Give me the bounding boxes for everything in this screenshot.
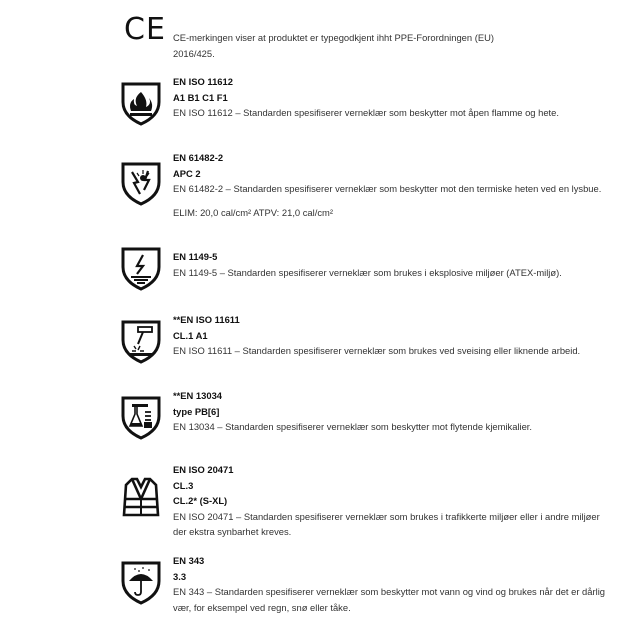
flame-shield-icon [118, 78, 164, 126]
item-description: EN 61482-2 – Standarden spesifiserer verneklær som beskytter mot den termiske heten ved en lysbue. [173, 183, 602, 194]
item-en-343 [173, 553, 613, 615]
item-en-13034 [173, 388, 613, 435]
item-title: EN 61482-2 [173, 152, 224, 163]
item-title: EN 1149-5 [173, 251, 218, 262]
item-title: EN ISO 20471 [173, 464, 234, 475]
item-en-iso-11611 [173, 312, 613, 359]
chemical-shield-icon [118, 392, 164, 440]
item-description: EN 13034 – Standarden spesifiserer verneklær som beskytter mot flytende kjemikalier. [173, 421, 533, 432]
item-title: **EN 13034 [173, 390, 222, 401]
item-en-61482-2 [173, 150, 613, 220]
item-description: EN 343 – Standarden spesifiserer verneklær som beskytter mot vann og vind og brukes når det er dårlig vær, for eksempel ved regn, snø eller tåke. [173, 586, 605, 613]
item-subtitle: CL.1 A1 [173, 329, 208, 341]
umbrella-rain-shield-icon [118, 557, 164, 605]
item-subtitle: CL.3 [173, 479, 194, 491]
ce-description: CE-merkingen viser at produktet er typegodkjent ihht PPE-Forordningen (EU) 2016/425. [173, 32, 494, 59]
item-title: EN ISO 11612 [173, 76, 233, 87]
hi-vis-vest-icon [118, 473, 164, 521]
item-extra: ELIM: 20,0 cal/cm² ATPV: 21,0 cal/cm² [173, 206, 333, 218]
item-subtitle: A1 B1 C1 F1 [173, 91, 228, 103]
item-subtitle: APC 2 [173, 167, 201, 179]
item-description: EN ISO 11611 – Standarden spesifiserer verneklær som brukes ved sveising eller liknende arbeid. [173, 345, 581, 356]
ce-mark: CE [124, 12, 166, 47]
item-en-iso-20471 [173, 462, 613, 540]
arc-flash-shield-icon [118, 158, 164, 206]
item-description: EN 1149-5 – Standarden spesifiserer verneklær som brukes i eksplosive miljøer (ATEX-miljø). [173, 266, 562, 278]
item-subtitle: 3.3 [173, 570, 187, 582]
item-subtitle: type PB[6] [173, 405, 220, 417]
welding-shield-icon [118, 316, 164, 364]
item-description: EN ISO 11612 – Standarden spesifiserer verneklær som beskytter mot åpen flamme og hete. [173, 107, 559, 118]
antistatic-shield-icon [118, 243, 164, 291]
item-title: EN 343 [173, 555, 205, 566]
item-description: EN ISO 20471 – Standarden spesifiserer verneklær som brukes i trafikkerte miljøer eller i andre miljøer der ekstra synbarhet kreves. [173, 510, 600, 537]
item-en-iso-11612 [173, 74, 613, 121]
item-title: **EN ISO 11611 [173, 314, 240, 325]
item-subtitle-2: CL.2* (S-XL) [173, 495, 228, 506]
item-en-1149-5 [173, 249, 613, 280]
